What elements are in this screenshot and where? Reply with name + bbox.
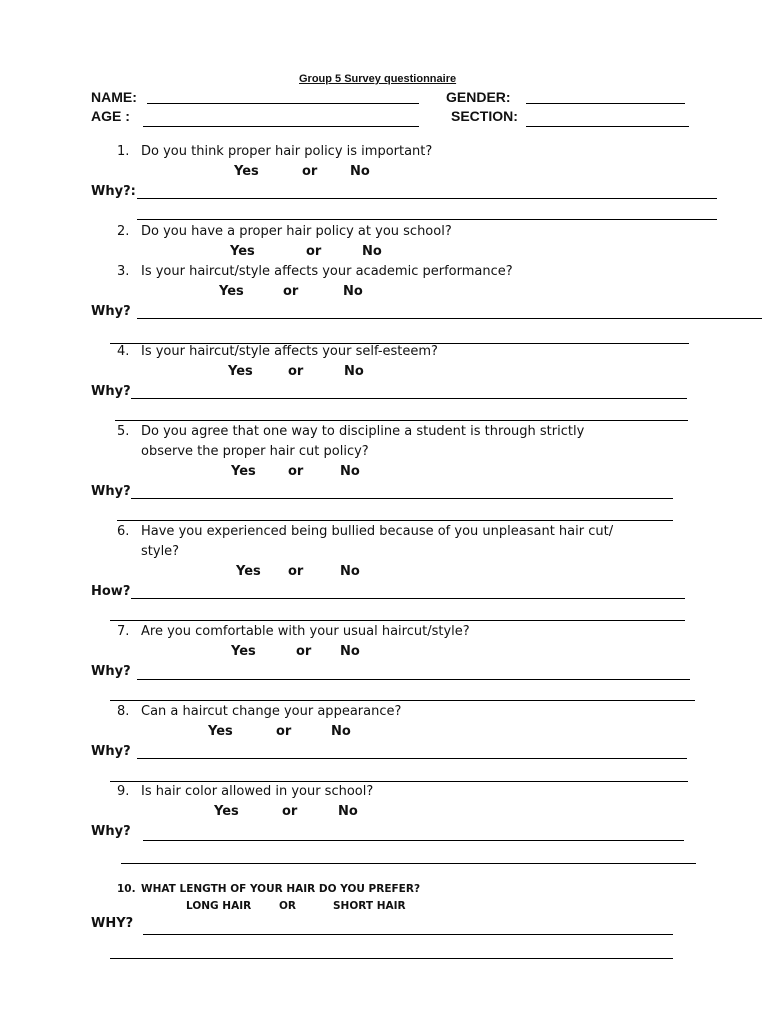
option-yes[interactable]: Yes (231, 644, 256, 659)
option-yes[interactable]: Yes (234, 164, 259, 179)
question-number: 7. (117, 624, 130, 639)
answer-line[interactable] (115, 420, 688, 421)
question-number: 3. (117, 264, 130, 279)
question-text: Is your haircut/style affects your academic performance? (141, 264, 513, 279)
option-yes[interactable]: Yes (208, 724, 233, 739)
option-short-hair[interactable]: SHORT HAIR (333, 900, 406, 912)
question-text: Do you agree that one way to discipline a student is through strictly (141, 424, 585, 439)
option-no[interactable]: No (340, 564, 360, 579)
option-no[interactable]: No (362, 244, 382, 259)
option-no[interactable]: No (331, 724, 351, 739)
option-yes[interactable]: Yes (231, 464, 256, 479)
answer-line[interactable] (110, 958, 673, 959)
option-yes[interactable]: Yes (236, 564, 261, 579)
question-text-continued: style? (141, 544, 180, 559)
question-number: 1. (117, 144, 130, 159)
option-yes[interactable]: Yes (214, 804, 239, 819)
option-yes[interactable]: Yes (219, 284, 244, 299)
question-text: Do you think proper hair policy is important? (141, 144, 433, 159)
gender-label: GENDER: (446, 89, 511, 105)
answer-line[interactable] (131, 498, 673, 499)
why-label: Why? (91, 484, 131, 499)
answer-line[interactable] (110, 781, 688, 782)
answer-line[interactable] (110, 620, 685, 621)
survey-title: Group 5 Survey questionnaire (299, 73, 457, 85)
option-or: or (283, 284, 299, 299)
answer-line[interactable] (131, 598, 685, 599)
option-or: or (288, 364, 304, 379)
option-or: or (296, 644, 312, 659)
question-text: Do you have a proper hair policy at you school? (141, 224, 452, 239)
question-text: WHAT LENGTH OF YOUR HAIR DO YOU PREFER? (141, 883, 421, 895)
question-number: 4. (117, 344, 130, 359)
why-label: Why? (91, 744, 131, 759)
option-or: OR (279, 900, 297, 912)
name-label: NAME: (91, 89, 137, 105)
age-label: AGE : (91, 108, 130, 124)
why-label: Why? (91, 304, 131, 319)
answer-line[interactable] (117, 520, 673, 521)
answer-line[interactable] (137, 679, 690, 680)
section-field[interactable] (526, 126, 689, 127)
name-field[interactable] (147, 103, 419, 104)
question-text-continued: observe the proper hair cut policy? (141, 444, 369, 459)
age-field[interactable] (143, 126, 419, 127)
option-no[interactable]: No (350, 164, 370, 179)
option-or: or (288, 564, 304, 579)
answer-line[interactable] (143, 840, 684, 841)
option-or: or (302, 164, 318, 179)
option-or: or (276, 724, 292, 739)
question-number: 10. (117, 883, 136, 895)
option-no[interactable]: No (338, 804, 358, 819)
question-number: 6. (117, 524, 130, 539)
answer-line[interactable] (137, 758, 687, 759)
question-number: 8. (117, 704, 130, 719)
answer-line[interactable] (143, 934, 673, 935)
option-yes[interactable]: Yes (230, 244, 255, 259)
answer-line[interactable] (137, 318, 762, 319)
question-number: 2. (117, 224, 130, 239)
why-label: Why?: (91, 184, 136, 199)
option-no[interactable]: No (343, 284, 363, 299)
question-text: Is your haircut/style affects your self-esteem? (141, 344, 438, 359)
option-or: or (306, 244, 322, 259)
answer-line[interactable] (137, 198, 717, 199)
why-label: WHY? (91, 916, 134, 931)
section-label: SECTION: (451, 108, 518, 124)
option-yes[interactable]: Yes (228, 364, 253, 379)
option-or: or (288, 464, 304, 479)
option-no[interactable]: No (344, 364, 364, 379)
answer-line[interactable] (121, 863, 696, 864)
how-label: How? (91, 584, 131, 599)
option-no[interactable]: No (340, 464, 360, 479)
answer-line[interactable] (110, 700, 695, 701)
why-label: Why? (91, 824, 131, 839)
option-long-hair[interactable]: LONG HAIR (186, 900, 252, 912)
question-text: Can a haircut change your appearance? (141, 704, 402, 719)
option-or: or (282, 804, 298, 819)
answer-line[interactable] (137, 219, 717, 220)
question-text: Have you experienced being bullied because of you unpleasant hair cut/ (141, 524, 614, 539)
question-text: Is hair color allowed in your school? (141, 784, 374, 799)
question-text: Are you comfortable with your usual haircut/style? (141, 624, 470, 639)
why-label: Why? (91, 384, 131, 399)
why-label: Why? (91, 664, 131, 679)
question-number: 5. (117, 424, 130, 439)
gender-field[interactable] (526, 103, 685, 104)
question-number: 9. (117, 784, 130, 799)
answer-line[interactable] (131, 398, 687, 399)
option-no[interactable]: No (340, 644, 360, 659)
